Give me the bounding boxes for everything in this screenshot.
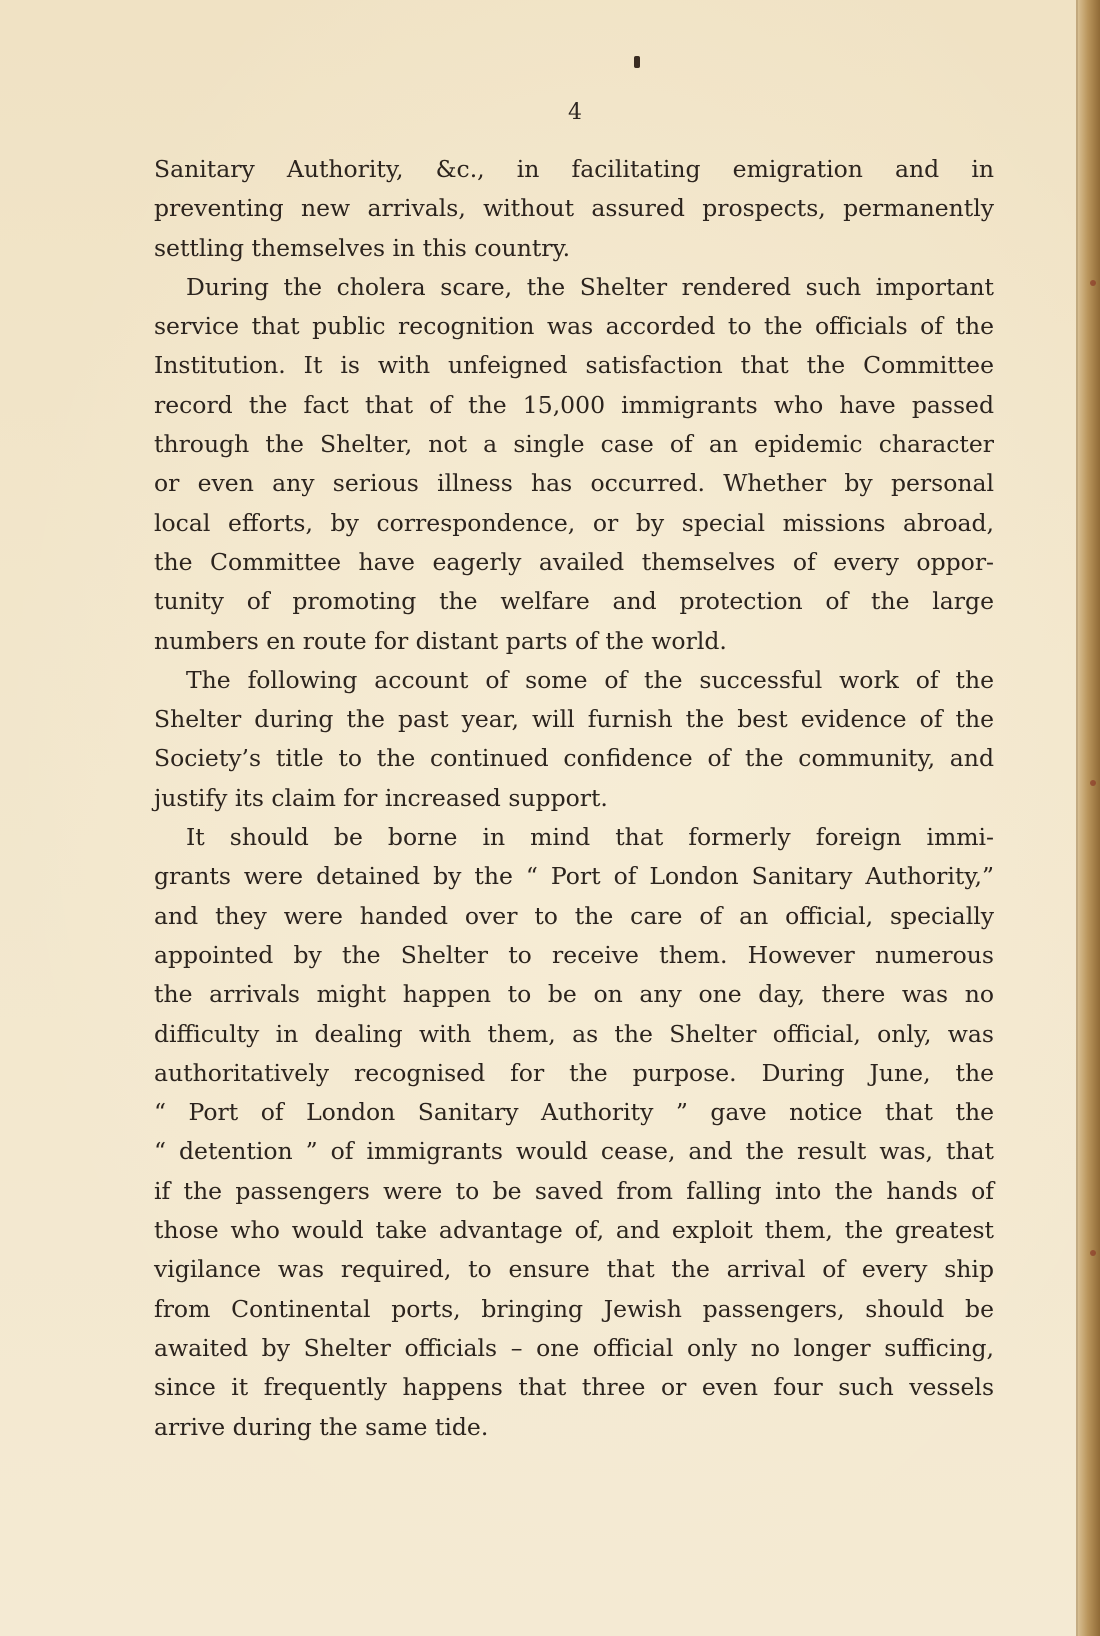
paragraph-4 — [154, 818, 994, 1447]
text-line: Society’s title to the continued confidence of the community, and — [154, 744, 994, 773]
text-line: It should be borne in mind that formerly foreign immi- — [186, 823, 994, 852]
spine-crease — [1076, 0, 1078, 1636]
edge-stain — [1090, 1250, 1096, 1256]
text-line: numbers en route for distant parts of the world. — [154, 626, 727, 655]
text-line: justify its claim for increased support. — [154, 783, 608, 812]
text-line: appointed by the Shelter to receive them. However numerous — [154, 940, 994, 969]
text-line: authoritatively recognised for the purpose. During June, the — [154, 1058, 994, 1087]
text-line: “ detention ” of immigrants would cease, and the result was, that — [154, 1137, 994, 1166]
text-line: Shelter during the past year, will furnish the best evidence of the — [154, 705, 994, 734]
text-line: During the cholera scare, the Shelter rendered such important — [186, 272, 994, 301]
paragraph-3 — [154, 661, 994, 818]
paragraph-1 — [154, 150, 994, 268]
text-line: grants were detained by the “ Port of London Sanitary Authority,” — [154, 862, 994, 891]
edge-stain — [1090, 280, 1096, 286]
text-line: The following account of some of the successful work of the — [186, 665, 994, 694]
body-text — [154, 150, 994, 1447]
ink-mark — [634, 56, 640, 68]
text-line: service that public recognition was accorded to the officials of the — [154, 312, 994, 341]
text-line: record the fact that of the 15,000 immigrants who have passed — [154, 390, 994, 419]
paragraph-2 — [154, 268, 994, 661]
page-number: 4 — [568, 100, 582, 125]
text-line: difficulty in dealing with them, as the Shelter official, only, was — [154, 1019, 994, 1048]
text-line: through the Shelter, not a single case of an epidemic character — [154, 430, 994, 459]
text-line: tunity of promoting the welfare and protection of the large — [154, 587, 994, 616]
edge-stain — [1090, 780, 1096, 786]
text-line: awaited by Shelter officials – one official only no longer sufficing, — [154, 1333, 994, 1362]
text-line: the Committee have eagerly availed themselves of every oppor- — [154, 547, 994, 576]
text-line: “ Port of London Sanitary Authority ” gave notice that the — [154, 1098, 994, 1127]
text-line: and they were handed over to the care of an official, specially — [154, 901, 994, 930]
text-line: from Continental ports, bringing Jewish passengers, should be — [154, 1294, 994, 1323]
text-line: arrive during the same tide. — [154, 1412, 489, 1441]
text-line: preventing new arrivals, without assured prospects, permanently — [154, 194, 994, 223]
text-line: if the passengers were to be saved from falling into the hands of — [154, 1176, 994, 1205]
text-line: Institution. It is with unfeigned satisfaction that the Committee — [154, 351, 994, 380]
text-line: Sanitary Authority, &c., in facilitating emigration and in — [154, 155, 994, 183]
text-line: local efforts, by correspondence, or by special missions abroad, — [154, 508, 994, 537]
text-line: those who would take advantage of, and exploit them, the greatest — [154, 1216, 994, 1245]
text-line: settling themselves in this country. — [154, 233, 571, 262]
text-line: vigilance was required, to ensure that the arrival of every ship — [154, 1255, 994, 1284]
text-line: the arrivals might happen to be on any one day, there was no — [154, 980, 994, 1009]
text-line: since it frequently happens that three or even four such vessels — [154, 1373, 994, 1402]
text-line: or even any serious illness has occurred. Whether by personal — [154, 469, 994, 498]
book-spine — [1078, 0, 1100, 1636]
